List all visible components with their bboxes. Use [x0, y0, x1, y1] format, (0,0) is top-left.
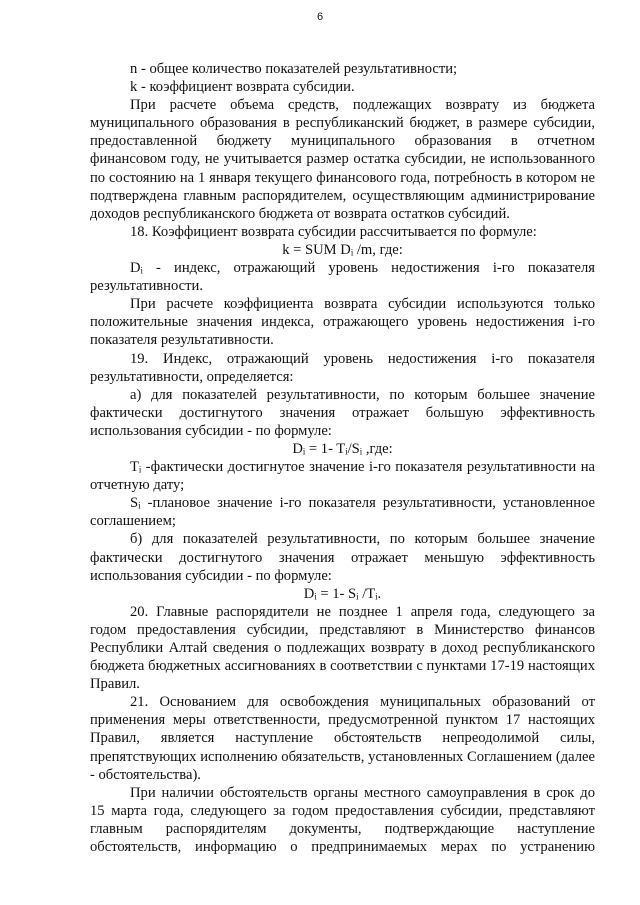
- page-number: 6: [316, 11, 324, 23]
- paragraph-item-19: 19. Индекс, отражающий уровень недостижения i-го показателя результативности, определяется:: [90, 350, 595, 385]
- paragraph-item-19a: а) для показателей результативности, по которым большее значение фактически достигнутого значения отражает большую эффективность использования субсидии - по формуле:: [90, 386, 595, 439]
- paragraph-item-18: 18. Коэффициент возврата субсидии рассчитывается по формуле:: [130, 223, 537, 240]
- paragraph-positive-values: При расчете коэффициента возврата субсидии используются только положительные значения индекса, отражающего уровень недостижения i-го показателя результативности.: [90, 296, 595, 349]
- paragraph-item-21: 21. Основанием для освобождения муниципальных образований от применения меры ответственности, предусмотренной пунктом 17 настоящих Правил, является наступление обстоятельств непреодолимой силы, препятствующих исполнению обязательств, установленных Соглашением (далее - обстоятельства).: [90, 694, 595, 783]
- paragraph-remainder-note: При расчете объема средств, подлежащих возврату из бюджета муниципального образования в республиканский бюджет, в размере субсидии, предоставленной бюджету муниципального образования в отчетном финансовом году, не учитывается размер остатка субсидии, не использованного по состоянию на 1 января текущего финансового года, потребность в котором не подтверждена главным распорядителем, осуществляющим администрирование доходов республиканского бюджета от возврата остатков субсидий.: [90, 97, 595, 222]
- paragraph-item-19b: б) для показателей результативности, по которым большее значение фактически достигнутого значения отражает меньшую эффективность использования субсидии - по формуле:: [90, 531, 595, 584]
- paragraph-n-definition: n - общее количество показателей результативности;: [130, 61, 458, 77]
- paragraph-k-definition: k - коэффициент возврата субсидии.: [130, 79, 355, 96]
- paragraph-di-definition: Dᵢ - индекс, отражающий уровень недостижения i-го показателя результативности.: [90, 260, 595, 295]
- formula-k: k = SUM Dᵢ /m, где:: [282, 241, 403, 258]
- formula-di-a: Dᵢ = 1- Tᵢ/Sᵢ ,где:: [292, 440, 393, 457]
- paragraph-circumstances: При наличии обстоятельств органы местного самоуправления в срок до 15 марта года, следующего за годом предоставления субсидии, представляют главным распорядителям документы, подтверждающие наступление обстоятельств, информацию о предпринимаемых мерах по устранению: [90, 784, 595, 856]
- paragraph-si-definition: Sᵢ -плановое значение i-го показателя результативности, установленное соглашением;: [90, 495, 595, 530]
- document-body: [90, 60, 595, 856]
- formula-di-b: Dᵢ = 1- Sᵢ /Tᵢ.: [303, 585, 382, 602]
- paragraph-ti-definition: Tᵢ -фактически достигнутое значение i-го показателя результативности на отчетную дату;: [90, 459, 595, 494]
- paragraph-item-20: 20. Главные распорядители не позднее 1 апреля года, следующего за годом предоставления субсидии, представляют в Министерство финансов Республики Алтай сведения о подлежащих возврату в доход республиканского бюджета бюджетных ассигнованиях в соответствии с пунктами 17-19 настоящих Правил.: [90, 603, 595, 693]
